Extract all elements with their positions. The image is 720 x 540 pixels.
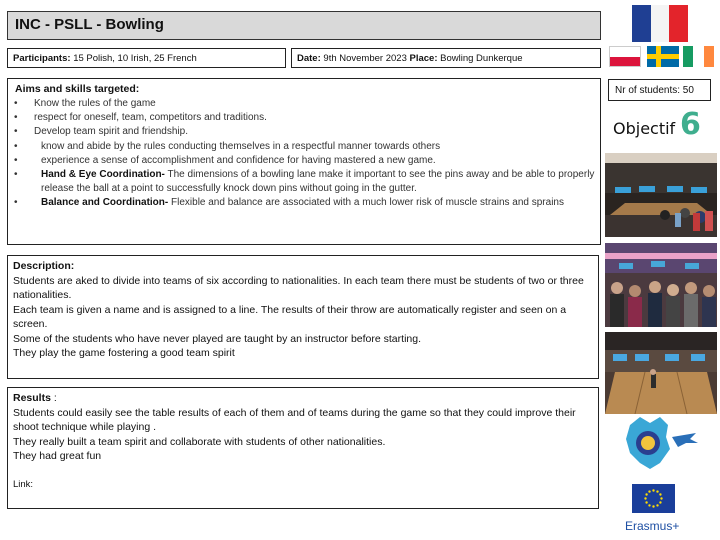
objectif-number: 6: [680, 107, 701, 142]
aims-item-text: The dimensions of a bowling lane make it important to see the pins away and be able to properly release the ball at a point to successfully knock down pins without going in the gutter.: [41, 169, 595, 195]
aims-heading: Aims and skills targeted:: [15, 83, 140, 95]
results-link-label: Link:: [13, 478, 34, 490]
place-label: Place:: [409, 53, 438, 64]
bowling-photo-1: [605, 153, 717, 237]
eu-star: [652, 489, 654, 491]
aims-list: [14, 97, 596, 211]
aims-item-text: Develop team spirit and friendship.: [34, 126, 188, 138]
aims-item-text: Know the rules of the game: [34, 98, 156, 109]
eu-star: [656, 490, 658, 492]
students-count-box: [608, 79, 711, 101]
aims-item: [14, 154, 596, 168]
page-title: INC - PSLL - Bowling: [15, 16, 164, 33]
aims-item: [14, 196, 596, 210]
students-count: Nr of students: 50: [615, 85, 694, 96]
aims-item-title: Hand & Eye Coordination-: [41, 169, 165, 181]
aims-section: [7, 78, 601, 245]
bowling-photo-3: [605, 332, 717, 414]
eu-flag: [632, 484, 675, 513]
title-bar: [7, 11, 601, 40]
description-line: They play the game fostering a good team spirit: [13, 347, 235, 359]
aims-item-text: Flexible and balance are associated with a much lower risk of muscle strains and sprains: [168, 197, 564, 209]
aims-item-title: Balance and Coordination-: [41, 197, 169, 209]
description-line: Some of the students who have never played are taught by an instructor before starting.: [13, 332, 421, 345]
aims-item-text: know and abide by the rules conducting themselves in a respectful manner towards others: [41, 140, 441, 152]
date-place-box: [291, 48, 601, 68]
france-flag: [632, 5, 688, 42]
aims-item: [14, 111, 596, 125]
project-emblem: [620, 417, 700, 475]
ireland-flag: [683, 46, 714, 67]
eu-star: [659, 501, 661, 503]
aims-item: [14, 97, 596, 111]
objectif-logo: [613, 107, 713, 142]
description-line: Students are aked to divide into teams of six according to nationalities. In each team there must be students of two or three nationalities.: [13, 274, 584, 301]
eu-star: [648, 504, 650, 506]
eu-star: [652, 505, 654, 507]
place-value: Bowling Dunkerque: [440, 53, 523, 64]
eu-star: [645, 501, 647, 503]
description-heading: Description:: [13, 260, 75, 272]
aims-item: [14, 140, 596, 154]
eu-star: [648, 490, 650, 492]
poland-flag: [609, 46, 641, 67]
results-heading-suffix: :: [50, 392, 57, 404]
eu-star: [644, 497, 646, 499]
results-section: [7, 387, 599, 509]
eu-star: [656, 504, 658, 506]
eu-star: [660, 497, 662, 499]
aims-item: [14, 125, 596, 139]
participants-value: 15 Polish, 10 Irish, 25 French: [73, 53, 197, 64]
erasmus-logo-text: Erasmus+: [625, 519, 680, 533]
objectif-word: Objectif: [613, 119, 676, 138]
results-line: Students could easily see the table results of each of them and of teams during the game so that they could improve their shoot technique while playing .: [13, 406, 576, 433]
bowling-photo-2: [605, 243, 717, 327]
aims-item-text: respect for oneself, team, competitors and traditions.: [34, 112, 267, 124]
description-line: Each team is given a name and is assigned to a line. The results of their throw are automatically register and seen on a screen.: [13, 303, 567, 330]
eu-star: [659, 493, 661, 495]
description-section: [7, 255, 599, 379]
aims-item: [14, 168, 596, 196]
participants-label: Participants:: [13, 53, 71, 64]
participants-box: [7, 48, 286, 68]
results-line: They had great fun: [13, 450, 102, 462]
results-heading: Results: [13, 392, 51, 404]
results-line: They really built a team spirit and collaborate with students of other nationalities.: [13, 435, 386, 448]
date-label: Date:: [297, 53, 321, 64]
date-value: 9th November 2023: [323, 53, 407, 64]
sweden-flag: [647, 46, 679, 67]
eu-star: [645, 493, 647, 495]
results-heading-line: [13, 391, 593, 406]
aims-item-text: experience a sense of accomplishment and confidence for having mastered a new game.: [41, 154, 436, 166]
